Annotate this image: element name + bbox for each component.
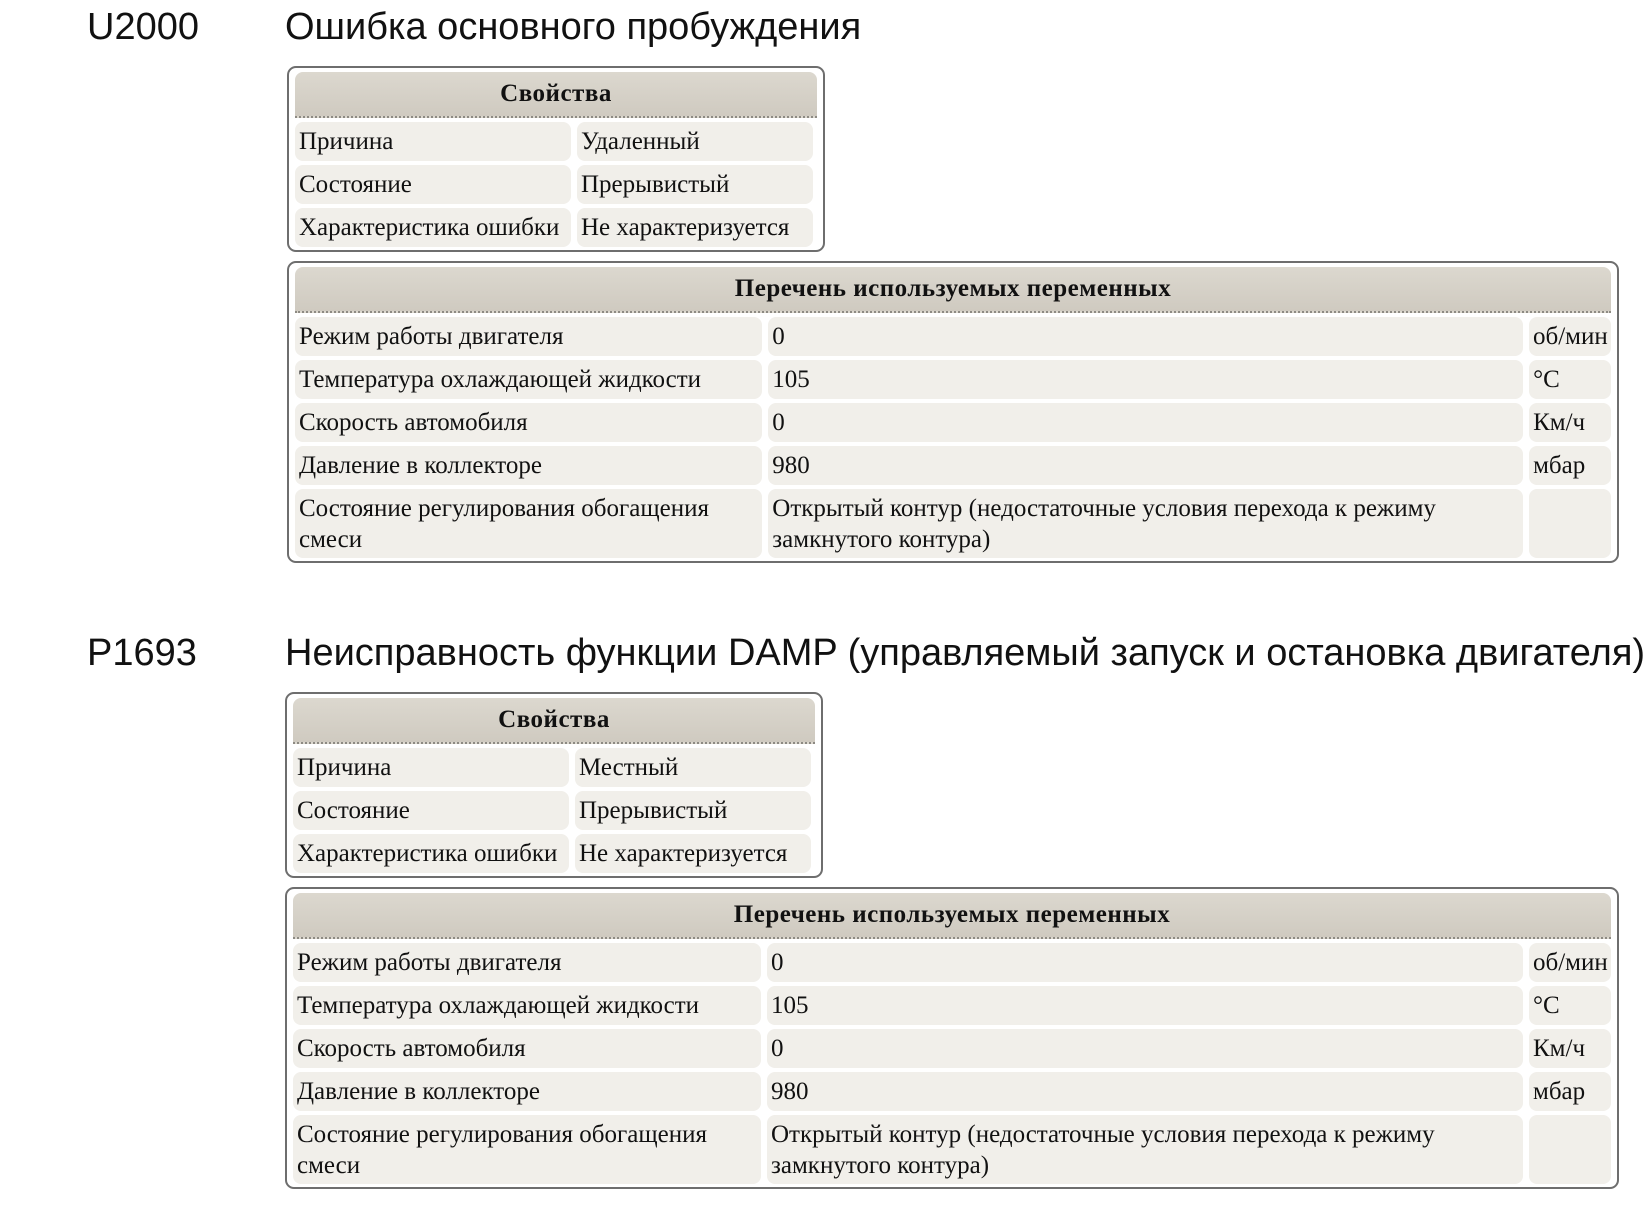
variable-name: Давление в коллекторе: [293, 1072, 761, 1111]
fault-code: U2000: [87, 6, 199, 48]
table-row: [293, 1115, 1611, 1184]
property-value: Местный: [575, 748, 811, 787]
variable-name: Режим работы двигателя: [293, 943, 761, 982]
properties-table: [287, 66, 825, 252]
variable-unit: об/мин: [1529, 943, 1611, 982]
table-row: [295, 403, 1611, 442]
variable-value: 0: [768, 317, 1523, 356]
variable-value: 0: [767, 943, 1523, 982]
property-label: Характеристика ошибки: [295, 208, 571, 247]
variable-name: Скорость автомобиля: [293, 1029, 761, 1068]
property-value: Не характеризуется: [577, 208, 813, 247]
variable-value: 0: [768, 403, 1523, 442]
table-row: [295, 165, 817, 204]
table-row: [295, 317, 1611, 356]
property-label: Состояние: [293, 791, 569, 830]
variable-unit: Км/ч: [1529, 1029, 1611, 1068]
variable-name: Давление в коллекторе: [295, 446, 762, 485]
fault-code: P1693: [87, 632, 197, 674]
table-row: [295, 122, 817, 161]
table-row: [293, 986, 1611, 1025]
fault-title: Ошибка основного пробуждения: [285, 6, 862, 48]
variable-unit: мбар: [1529, 1072, 1611, 1111]
property-label: Состояние: [295, 165, 571, 204]
table-row: [295, 208, 817, 247]
property-value: Не характеризуется: [575, 834, 811, 873]
properties-header: Свойства: [293, 698, 815, 744]
properties-header: Свойства: [295, 72, 817, 118]
variable-unit: об/мин: [1529, 317, 1611, 356]
variables-table: [285, 887, 1619, 1189]
table-row: [295, 446, 1611, 485]
variables-table: [287, 261, 1619, 563]
table-row: [293, 1072, 1611, 1111]
variable-name: Состояние регулирования обогащения смеси: [295, 489, 762, 558]
variable-unit: мбар: [1529, 446, 1611, 485]
property-value: Прерывистый: [575, 791, 811, 830]
variable-value: 980: [767, 1072, 1523, 1111]
table-row: [293, 748, 815, 787]
variables-header: Перечень используемых переменных: [293, 893, 1611, 939]
table-row: [295, 360, 1611, 399]
variable-value: 105: [767, 986, 1523, 1025]
variable-unit: °C: [1529, 360, 1611, 399]
variable-value: 0: [767, 1029, 1523, 1068]
variable-value: Открытый контур (недостаточные условия перехода к режиму замкнутого контура): [768, 489, 1523, 558]
variable-unit: Км/ч: [1529, 403, 1611, 442]
variables-header: Перечень используемых переменных: [295, 267, 1611, 313]
variable-name: Температура охлаждающей жидкости: [293, 986, 761, 1025]
property-label: Характеристика ошибки: [293, 834, 569, 873]
table-row: [293, 834, 815, 873]
variable-name: Состояние регулирования обогащения смеси: [293, 1115, 761, 1184]
variable-unit: [1529, 1115, 1611, 1184]
variable-name: Скорость автомобиля: [295, 403, 762, 442]
properties-table: [285, 692, 823, 878]
variable-name: Режим работы двигателя: [295, 317, 762, 356]
variable-unit: [1529, 489, 1611, 558]
property-value: Удаленный: [577, 122, 813, 161]
variable-name: Температура охлаждающей жидкости: [295, 360, 762, 399]
table-row: [293, 791, 815, 830]
property-label: Причина: [295, 122, 571, 161]
fault-title: Неисправность функции DAMP (управляемый запуск и остановка двигателя): [285, 632, 1646, 674]
variable-value: Открытый контур (недостаточные условия перехода к режиму замкнутого контура): [767, 1115, 1523, 1184]
property-value: Прерывистый: [577, 165, 813, 204]
table-row: [293, 943, 1611, 982]
variable-unit: °C: [1529, 986, 1611, 1025]
variable-value: 980: [768, 446, 1523, 485]
table-row: [293, 1029, 1611, 1068]
table-row: [295, 489, 1611, 558]
variable-value: 105: [768, 360, 1523, 399]
property-label: Причина: [293, 748, 569, 787]
